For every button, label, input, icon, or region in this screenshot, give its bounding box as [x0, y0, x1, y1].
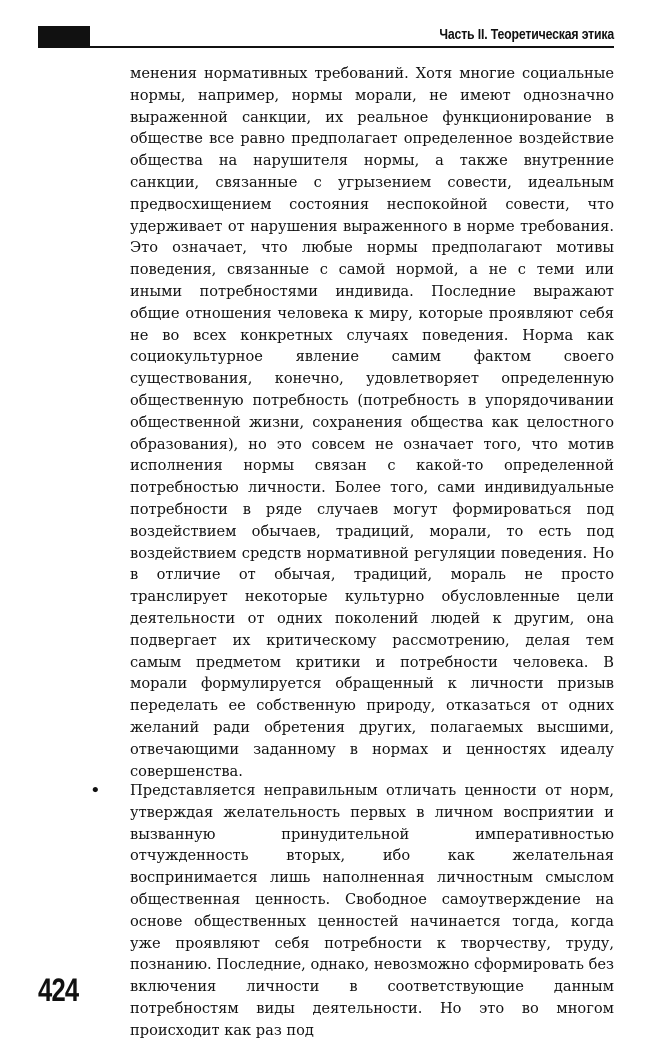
header-rule: [90, 46, 614, 48]
body-paragraph-1: менения нормативных требований. Хотя многие социальные нормы, например, нормы морали, не имеют однозначно выраженной санкции, их реальное функционирование в обществе все равно предполагает определенное воздействие общества на нарушителя нормы, а также внутренние санкции, связанные с угрызением совести, идеальным предвосхищением состояния неспокойной совести, что удерживает от нарушения выраженного в норме требования. Это означает, что любые нормы предполагают мотивы поведения, связанные с самой нормой, а не с теми или иными потребностями индивида. Последние выражают общие отношения человека к миру, которые проявляют себя не во всех конкретных случаях поведения. Норма как социокультурное явление самим фактом своего существования, конечно, удовлетворяет определенную общественную потребность (потребность в упорядочивании общественной жизни, сохранения общества как целостного образования), но это совсем не означает того, что мотив исполнения нормы связан с какой-то определенной потребностью личности. Более того, сами индивидуальные потребности в ряде случаев могут формироваться под воздействием обычаев, традиций, морали, то есть под воздействием средств нормативной регуляции поведения. Но в отличие от обычая, традиций, мораль не просто транслирует некоторые культурно обусловленные цели деятельности от одних поколений людей к другим, она подвергает их критическому рассмотрению, делая тем самым предметом критики и потребности человека. В морали формулируется обращенный к личности призыв переделать ее собственную природу, отказаться от одних желаний ради обретения других, полагаемых высшими, отвечающими заданному в нормах и ценностях идеалу совершенства.: [130, 65, 614, 780]
body-paragraph-2: Представляется неправильным отличать ценности от норм, утверждая желательность первых в личном восприятии и вызванную принудительной императивностью отчужденность вторых, ибо как желательная воспринимается лишь наполненная личностным смыслом общественная ценность. Свободное самоутверждение на основе общественных ценностей начинается тогда, когда уже проявляют себя потребности к творчеству, труду, познанию. Последние, однако, невозможно сформировать без включения личности в соответствующие данным потребностям виды деятельности. Но это во многом происходит как раз под: [130, 782, 614, 1039]
bullet-marker: •: [90, 780, 101, 801]
page-number: 424: [38, 972, 79, 1008]
header-black-bar: [38, 26, 90, 48]
running-header-title: Часть II. Теоретическая этика: [439, 26, 614, 43]
